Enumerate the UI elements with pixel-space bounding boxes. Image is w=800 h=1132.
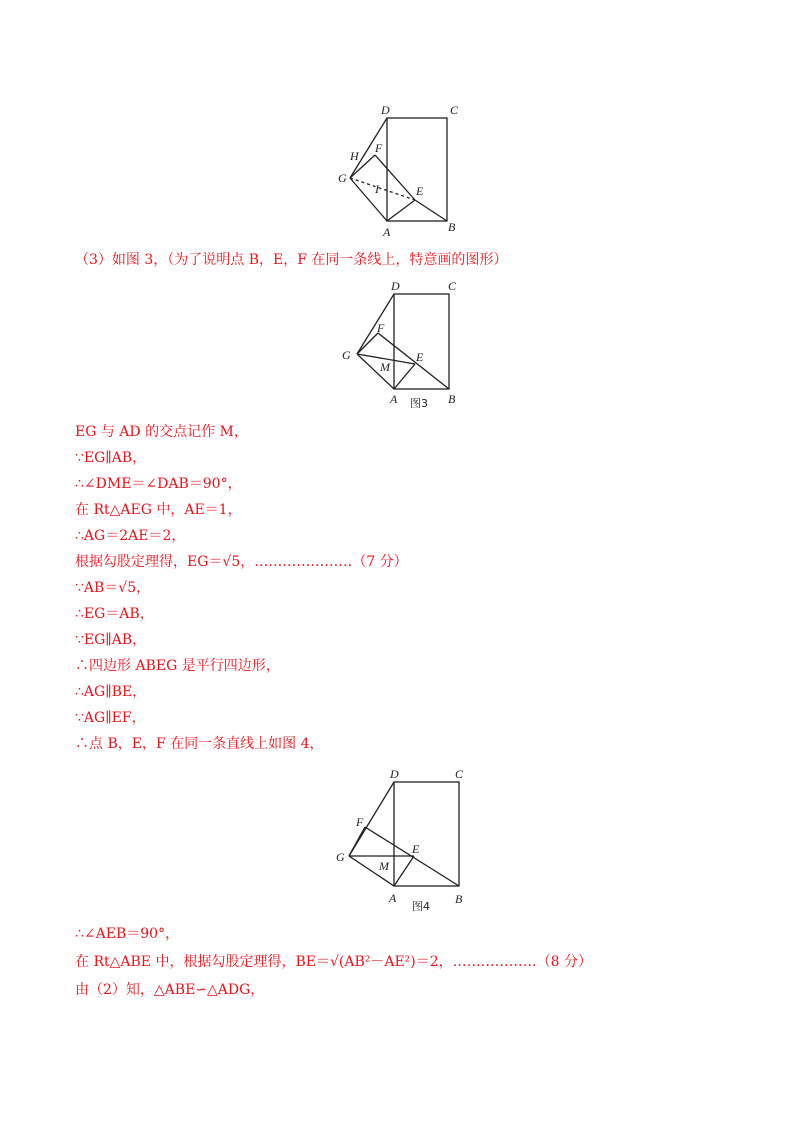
figure-caption: 图4 [412, 900, 430, 913]
figure-3-diagram [338, 276, 468, 408]
text-line-9: ∴EG＝AB， [75, 606, 154, 622]
label-H: H [350, 149, 359, 163]
figure-top-diagram [330, 100, 470, 240]
label-C: C [448, 279, 457, 293]
label-E: E [416, 184, 424, 198]
text-line-7: 根据勾股定理得，EG＝√5，…………………（7 分） [75, 554, 408, 570]
text-line-8: ∵AB＝√5， [75, 580, 151, 596]
text-line-11: ∴四边形 ABEG 是平行四边形， [75, 658, 280, 674]
label-M: M [380, 360, 390, 374]
label-F: F [377, 321, 385, 335]
text-line-2: EG 与 AD 的交点记作 M， [75, 424, 248, 440]
figure-4 [332, 764, 472, 916]
text-line-6: ∴AG＝2AE＝2， [75, 528, 186, 544]
label-B: B [448, 220, 456, 234]
text-line-10: ∵EG∥AB， [75, 632, 147, 648]
label-C: C [450, 103, 459, 117]
figure-3 [338, 276, 468, 408]
text-line-16: 在 Rt△ABE 中，根据勾股定理得，BE＝√(AB²－AE²)＝2，………………（8 分） [75, 954, 593, 970]
label-I: I [375, 182, 379, 196]
label-A: A [383, 225, 391, 239]
label-M: M [379, 859, 389, 873]
label-G: G [336, 850, 345, 864]
label-D: D [381, 103, 390, 117]
text-line-3: ∵EG∥AB， [75, 450, 147, 466]
text-line-1: （3）如图 3，（为了说明点 B，E，F 在同一条线上，特意画的图形） [75, 252, 508, 268]
figure-caption: 图3 [410, 397, 428, 408]
label-F: F [375, 141, 383, 155]
label-C: C [455, 767, 464, 781]
label-B: B [455, 892, 463, 906]
label-E: E [412, 842, 420, 856]
label-D: D [391, 279, 400, 293]
text-line-15: ∴∠AEB＝90°， [75, 926, 180, 942]
text-line-12: ∴AG∥BE， [75, 684, 147, 700]
label-A: A [390, 392, 398, 406]
label-E: E [416, 350, 424, 364]
label-D: D [390, 767, 399, 781]
figure-4-diagram [332, 764, 472, 916]
label-F: F [356, 815, 364, 829]
text-line-4: ∴∠DME＝∠DAB＝90°， [75, 476, 242, 492]
label-G: G [338, 171, 347, 185]
label-A: A [389, 891, 397, 905]
text-line-17: 由（2）知，△ABE∽△ADG， [75, 982, 265, 998]
text-line-5: 在 Rt△AEG 中，AE＝1， [75, 502, 242, 518]
text-line-13: ∵AG∥EF， [75, 710, 146, 726]
label-G: G [342, 348, 351, 362]
label-B: B [448, 392, 456, 406]
text-line-14: ∴点 B，E，F 在同一条直线上如图 4， [75, 736, 324, 752]
figure-top [330, 100, 470, 240]
